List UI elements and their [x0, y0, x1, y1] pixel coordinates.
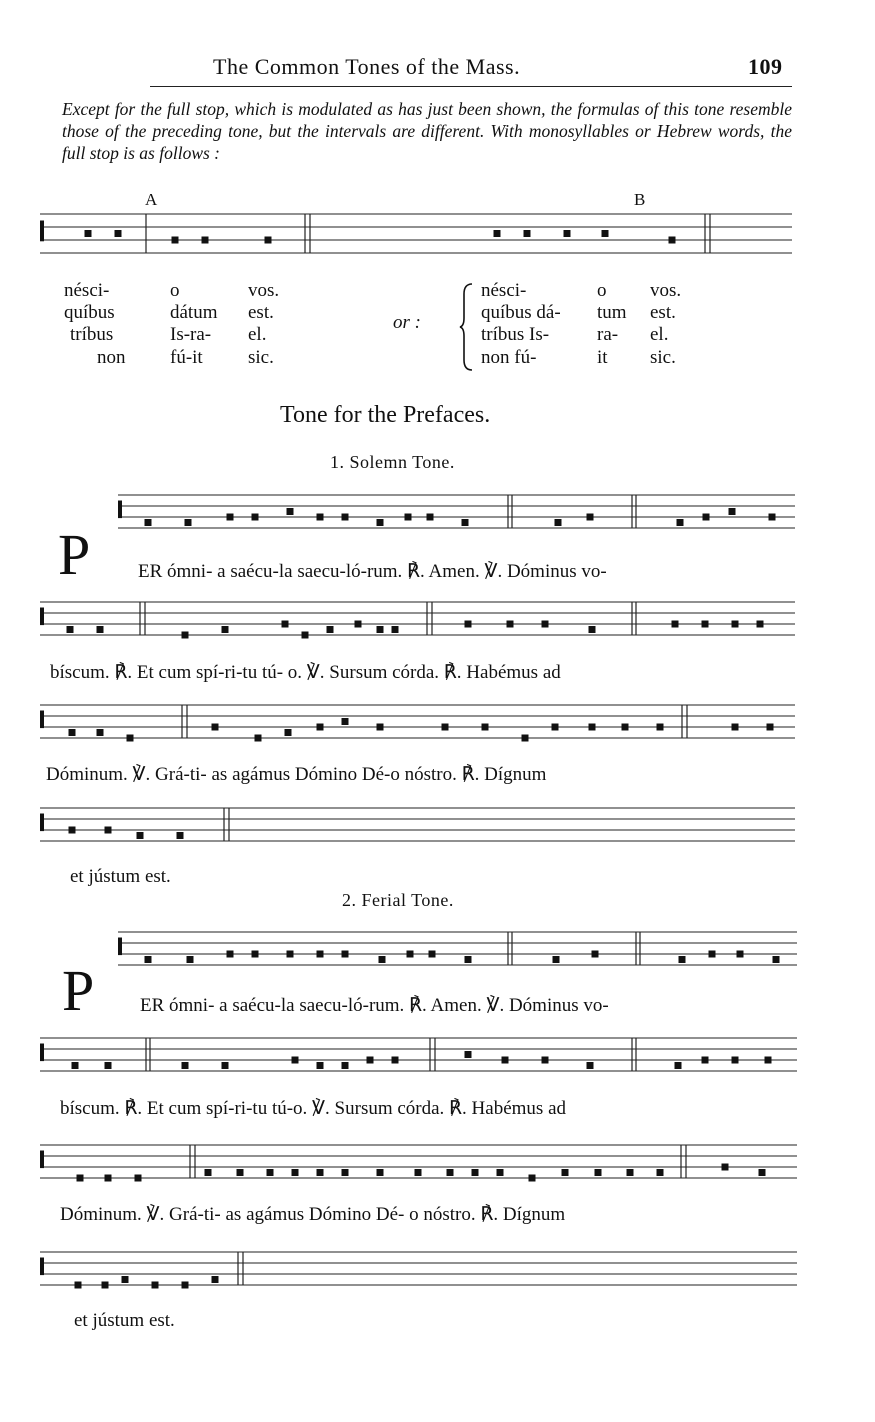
syl: o [597, 280, 607, 301]
syl: sic. [650, 347, 676, 368]
syl: Is-ra- [170, 324, 212, 345]
syl: el. [650, 324, 669, 345]
section-title: Tone for the Prefaces. [280, 402, 491, 428]
label-a: A [145, 190, 158, 209]
syl: tríbus Is- [481, 324, 550, 345]
intro-paragraph: Except for the full stop, which is modulated as has just been shown, the formulas of this tone resemble those of the preceding tone, but the intervals are different. With monosyllables or Hebrew words, the full stop is as follows : [62, 99, 792, 163]
syl: vos. [650, 280, 682, 301]
syl: non fú- [481, 347, 537, 368]
or-label: or : [393, 312, 421, 333]
lyric-line: bíscum. ℟. Et cum spí-ri-tu tú- o. ℣. Sursum córda. ℟. Habémus ad [50, 662, 561, 683]
syl: tum [597, 302, 627, 323]
solemn-title: 1. Solemn Tone. [330, 452, 455, 472]
syl: fú-it [170, 347, 203, 368]
dropcap: P [62, 958, 95, 1023]
syl: non [97, 347, 126, 368]
lyric-line: Dóminum. ℣. Grá-ti- as agámus Dómino Dé-o nóstro. ℟. Dígnum [46, 764, 547, 785]
brace [460, 282, 474, 372]
lyric-line: bíscum. ℟. Et cum spí-ri-tu tú-o. ℣. Sursum córda. ℟. Habémus ad [60, 1098, 566, 1119]
syl: el. [248, 324, 267, 345]
syl: o [170, 280, 180, 301]
lyric-line: Dóminum. ℣. Grá-ti- as agámus Dómino Dé- o nóstro. ℟. Dígnum [60, 1204, 566, 1225]
syl: tríbus [70, 324, 114, 345]
label-b: B [634, 190, 646, 209]
syl: est. [650, 302, 676, 323]
running-title: The Common Tones of the Mass. [213, 54, 521, 79]
lyric-line: et jústum est. [70, 866, 171, 887]
syl: nésci- [481, 280, 527, 301]
lyric-line: ER ómni- a saécu-la saecu-ló-rum. ℟. Amen. ℣. Dóminus vo- [140, 995, 609, 1016]
syl: est. [248, 302, 274, 323]
syl: dátum [170, 302, 218, 323]
lyric-line: et jústum est. [74, 1310, 175, 1331]
dropcap: P [58, 522, 91, 587]
syl: vos. [248, 280, 280, 301]
syl: ra- [597, 324, 619, 345]
syl: quíbus dá- [481, 302, 561, 323]
syl: it [597, 347, 608, 368]
lyric-line: ER ómni- a saécu-la saecu-ló-rum. ℟. Amen. ℣. Dóminus vo- [138, 561, 607, 582]
syl: sic. [248, 347, 274, 368]
syl: quíbus [64, 302, 115, 323]
ferial-title: 2. Ferial Tone. [342, 890, 454, 910]
page-number: 109 [748, 54, 783, 79]
syl: nésci- [64, 280, 110, 301]
